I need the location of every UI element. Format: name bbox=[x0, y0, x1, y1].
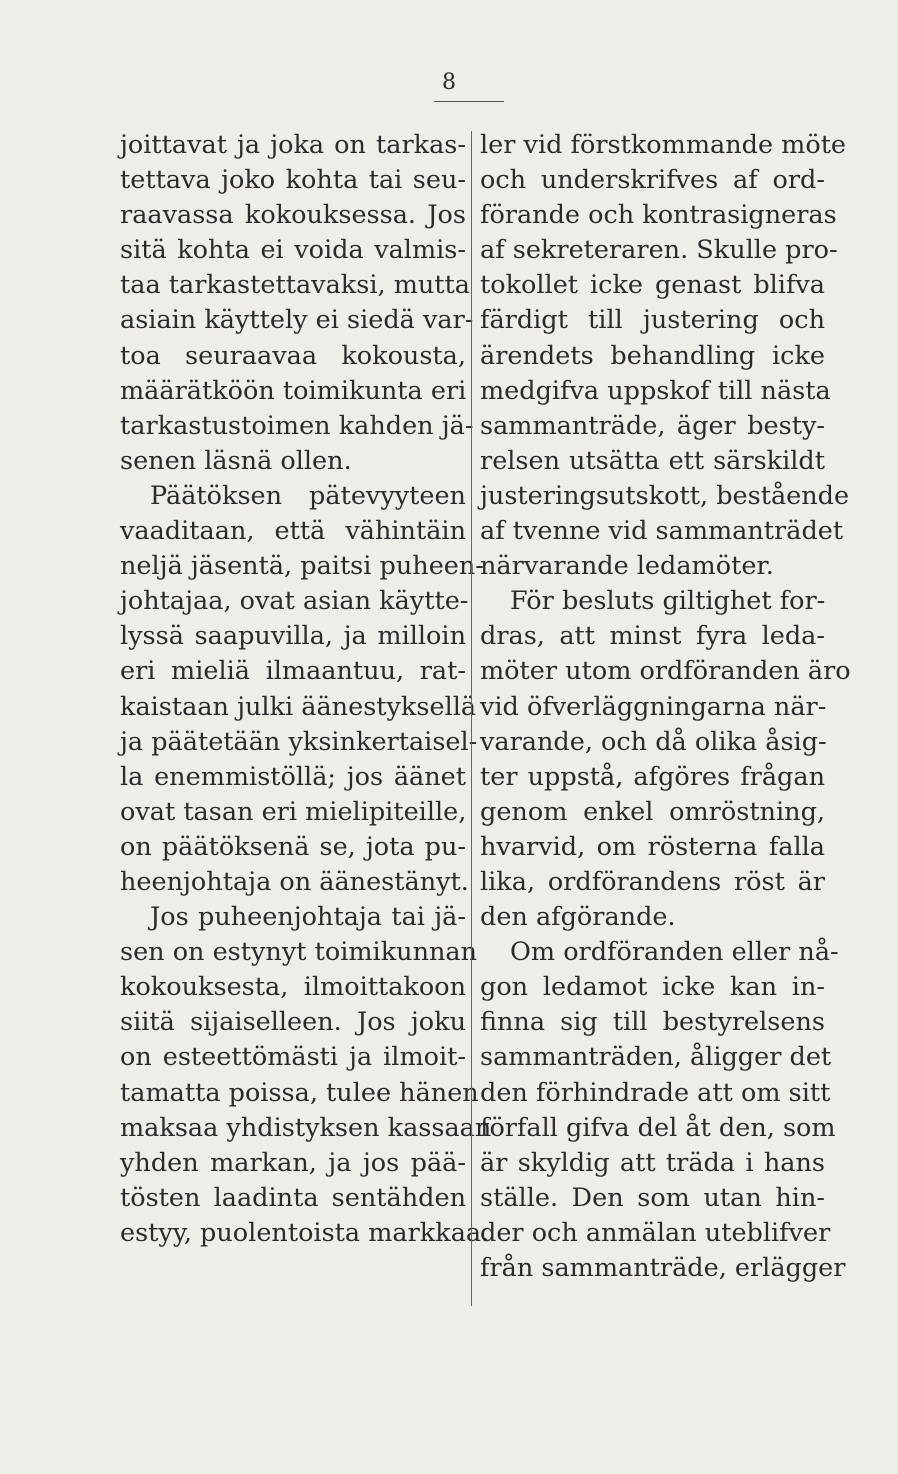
left-column bbox=[120, 128, 492, 1251]
text-line: lika, ordförandens röst är bbox=[480, 866, 825, 897]
text-line: tarkastustoimen kahden jä- bbox=[120, 410, 474, 441]
text-line: är skyldig att träda i hans bbox=[480, 1147, 825, 1178]
text-line: tösten laadinta sentähden bbox=[120, 1182, 466, 1213]
text-line: förfall gifva del åt den, som bbox=[480, 1112, 836, 1143]
page-number: 8 bbox=[442, 70, 456, 95]
text-line: eri mieliä ilmaantuu, rat- bbox=[120, 656, 466, 687]
text-line: määrätköön toimikunta eri bbox=[120, 375, 467, 406]
text-line: on esteettömästi ja ilmoit- bbox=[120, 1042, 466, 1073]
right-column bbox=[480, 128, 851, 1286]
text-line: från sammanträde, erlägger bbox=[480, 1253, 846, 1283]
text-line: lyssä saapuvilla, ja milloin bbox=[120, 621, 466, 652]
text-line: sammanträden, åligger det bbox=[480, 1042, 832, 1073]
text-line: tamatta poissa, tulee hänen bbox=[120, 1077, 479, 1108]
text-line: förande och kontrasigneras bbox=[480, 200, 837, 231]
text-line: ställe. Den som utan hin- bbox=[480, 1182, 825, 1213]
text-line: genom enkel omröstning, bbox=[480, 796, 825, 827]
text-line: den förhindrade att om sitt bbox=[480, 1077, 831, 1108]
text-line: varande, och då olika åsig- bbox=[480, 726, 827, 757]
text-line: joittavat ja joka on tarkas- bbox=[120, 130, 466, 160]
text-line: der och anmälan uteblifver bbox=[480, 1217, 831, 1248]
text-line: siitä sijaiselleen. Jos joku bbox=[120, 1007, 466, 1038]
column-divider bbox=[471, 131, 472, 1306]
text-line: yhden markan, ja jos pää- bbox=[120, 1147, 466, 1178]
text-line: raavassa kokouksessa. Jos bbox=[120, 200, 466, 231]
text-line: sen on estynyt toimikunnan bbox=[120, 937, 478, 968]
text-line: vid öfverläggningarna när- bbox=[480, 691, 827, 722]
text-line: dras, att minst fyra leda- bbox=[480, 621, 825, 652]
text-line: relsen utsätta ett särskildt bbox=[480, 445, 825, 476]
text-line: För besluts giltighet for- bbox=[510, 586, 826, 617]
text-line: ovat tasan eri mielipiteille, bbox=[120, 796, 467, 827]
text-line: färdigt till justering och bbox=[480, 305, 825, 336]
text-line: hvarvid, om rösterna falla bbox=[480, 831, 825, 862]
text-line: kaistaan julki äänestyksellä bbox=[120, 691, 477, 722]
page-number-rule bbox=[434, 101, 504, 102]
text-line: närvarande ledamöter. bbox=[480, 551, 774, 582]
text-line: maksaa yhdistyksen kassaan bbox=[120, 1112, 492, 1143]
text-line: estyy, puolentoista markkaa. bbox=[120, 1217, 490, 1248]
text-line: Päätöksen pätevyyteen bbox=[150, 480, 466, 511]
text-line: kokouksesta, ilmoittakoon bbox=[120, 972, 466, 1003]
text-line: la enemmistöllä; jos äänet bbox=[120, 761, 466, 792]
text-line: finna sig till bestyrelsens bbox=[480, 1007, 825, 1038]
text-line: af sekreteraren. Skulle pro- bbox=[480, 235, 838, 266]
text-line: den afgörande. bbox=[480, 902, 676, 933]
text-line: on päätöksenä se, jota pu- bbox=[120, 831, 466, 862]
text-line: vaaditaan, että vähintäin bbox=[120, 516, 466, 547]
text-line: toa seuraavaa kokousta, bbox=[120, 340, 466, 371]
text-line: neljä jäsentä, paitsi puheen- bbox=[120, 551, 484, 582]
text-line: taa tarkastettavaksi, mutta bbox=[120, 270, 470, 301]
text-line: Jos puheenjohtaja tai jä- bbox=[150, 902, 466, 933]
text-line: och underskrifves af ord- bbox=[480, 165, 825, 196]
text-line: af tvenne vid sammanträdet bbox=[480, 516, 844, 547]
text-line: senen läsnä ollen. bbox=[120, 445, 352, 476]
text-line: möter utom ordföranden äro bbox=[480, 656, 851, 687]
text-line: ler vid förstkommande möte bbox=[480, 130, 847, 160]
text-line: asiain käyttely ei siedä var- bbox=[120, 305, 474, 336]
text-line: gon ledamot icke kan in- bbox=[480, 972, 825, 1003]
text-line: johtajaa, ovat asian käytte- bbox=[120, 586, 469, 617]
text-line: ja päätetään yksinkertaisel- bbox=[120, 726, 478, 757]
text-line: Om ordföranden eller nå- bbox=[510, 937, 839, 968]
text-line: sitä kohta ei voida valmis- bbox=[120, 235, 466, 266]
text-line: sammanträde, äger besty- bbox=[480, 410, 825, 441]
text-line: ter uppstå, afgöres frågan bbox=[480, 761, 825, 792]
text-line: heenjohtaja on äänestänyt. bbox=[120, 866, 469, 897]
text-line: tettava joko kohta tai seu- bbox=[120, 165, 466, 196]
text-line: justeringsutskott, bestående bbox=[480, 480, 850, 511]
text-line: ärendets behandling icke bbox=[480, 340, 825, 371]
text-line: tokollet icke genast blifva bbox=[480, 270, 825, 301]
text-line: medgifva uppskof till nästa bbox=[480, 375, 831, 406]
